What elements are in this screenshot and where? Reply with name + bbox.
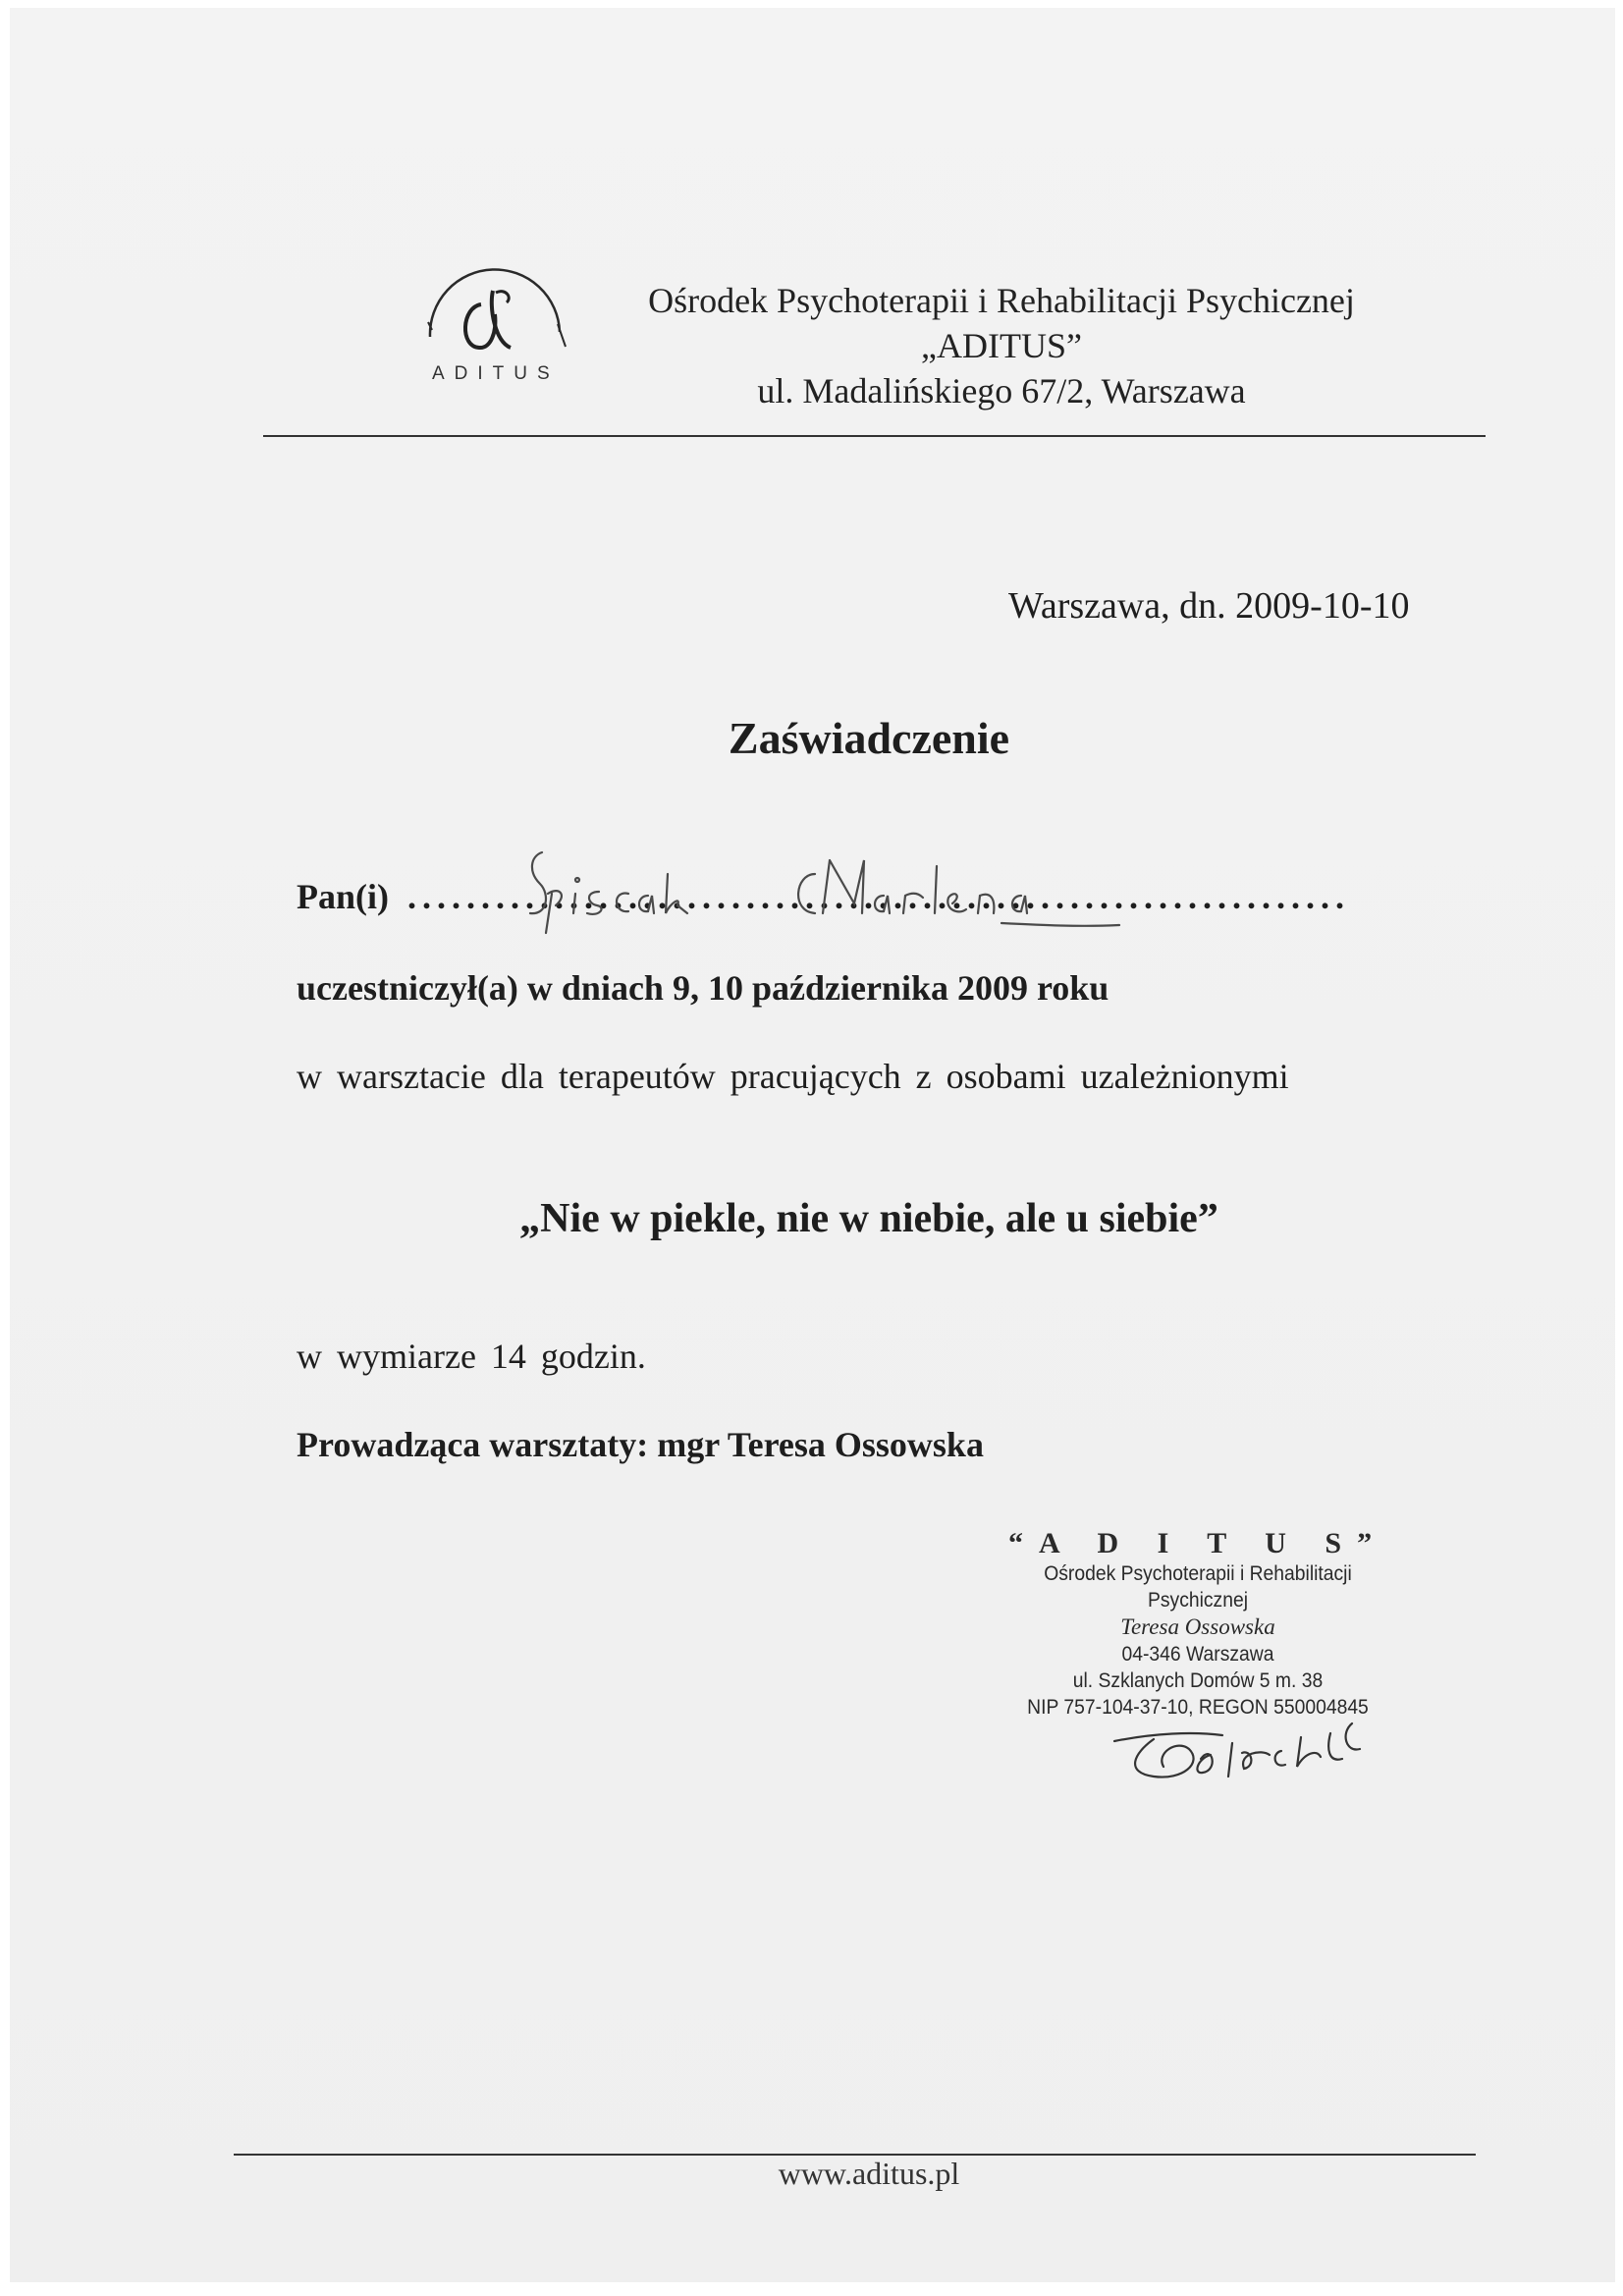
scan-edge-bottom xyxy=(0,2282,1623,2296)
stamp-org: Ośrodek Psychoterapii i Rehabilitacji Psychicznej xyxy=(1044,1562,1352,1612)
handwritten-signature xyxy=(1095,1694,1389,1792)
scan-edge-top xyxy=(0,0,1623,8)
logo-wordmark: ADITUS xyxy=(432,363,560,384)
organization-stamp xyxy=(982,1527,1414,1721)
workshop-description: w warsztacie dla terapeutów pracujących z osobami uzależnionymi xyxy=(297,1057,1289,1096)
stamp-ids: NIP 757-104-37-10, REGON 550004845 xyxy=(1027,1696,1369,1719)
issue-date: Warszawa, dn. 2009-10-10 xyxy=(1008,585,1410,627)
workshop-title: „Nie w piekle, nie w niebie, ale u siebie” xyxy=(519,1196,1218,1241)
stamp-person: Teresa Ossowska xyxy=(1120,1614,1275,1639)
header-divider xyxy=(263,435,1486,437)
recipient-dotted-line: ................................................................ xyxy=(407,877,1350,916)
document-title: Zaświadczenie xyxy=(728,713,1010,763)
website-url[interactable]: www.aditus.pl xyxy=(778,2156,960,2191)
scan-edge-right xyxy=(1615,0,1623,2296)
handwritten-name xyxy=(491,835,1237,943)
workshop-leader: Prowadząca warsztaty: mgr Teresa Ossowska xyxy=(297,1425,984,1464)
stamp-postal: 04-346 Warszawa xyxy=(1121,1643,1274,1666)
stamp-name: “A D I T U S” xyxy=(1007,1527,1388,1559)
recipient-label: Pan(i) xyxy=(297,877,389,916)
org-name: Ośrodek Psychoterapii i Rehabilitacji Psychicznej xyxy=(648,281,1355,320)
scan-edge-left xyxy=(0,0,10,2296)
participation-dates: uczestniczył(a) w dniach 9, 10 października 2009 roku xyxy=(297,968,1109,1008)
org-short-name: „ADITUS” xyxy=(921,326,1082,365)
org-address: ul. Madalińskiego 67/2, Warszawa xyxy=(757,371,1246,410)
workshop-duration: w wymiarze 14 godzin. xyxy=(297,1337,646,1376)
organization-header xyxy=(569,278,1434,413)
stamp-street: ul. Szklanych Domów 5 m. 38 xyxy=(1072,1669,1324,1692)
